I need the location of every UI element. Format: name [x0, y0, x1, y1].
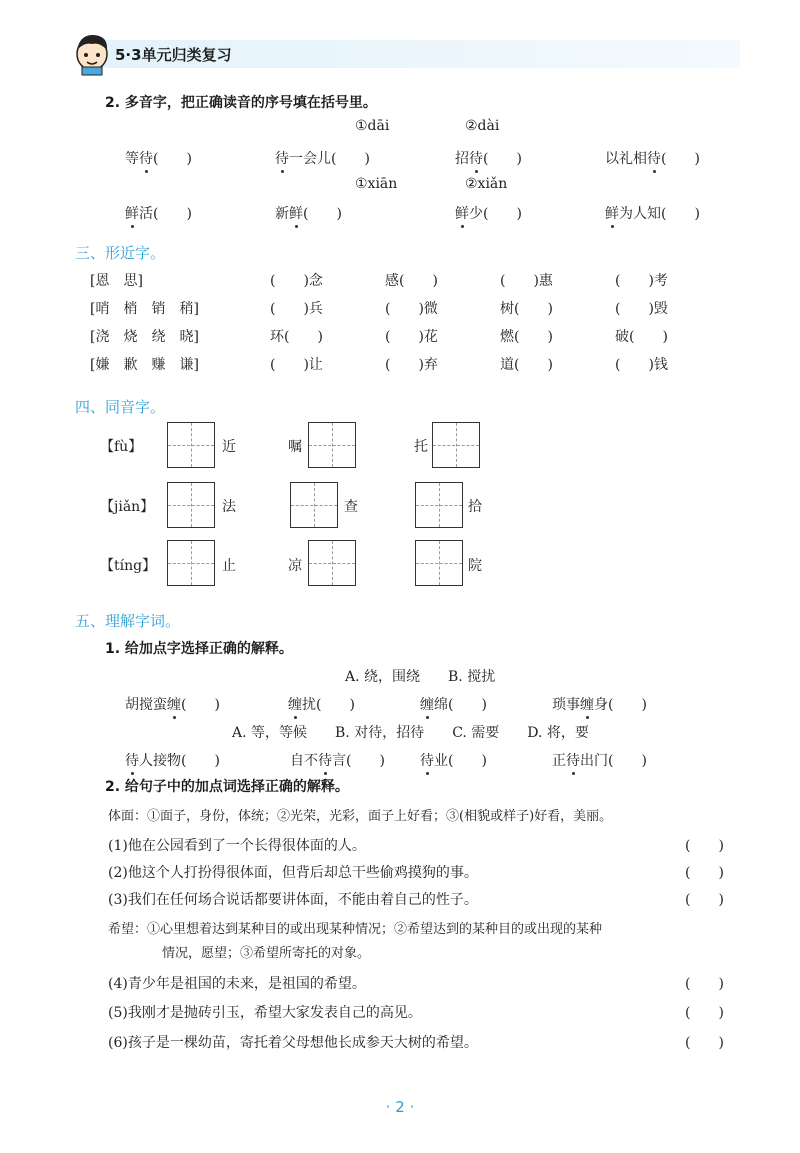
answer-blank[interactable]: ( )	[316, 697, 355, 713]
char-before: 嘱	[288, 439, 302, 455]
sentence-3: (3)我们在任何场合说话都要讲体面，不能由着自己的性子。	[108, 892, 478, 908]
char-after: 院	[468, 558, 482, 574]
polyphone-item: 招待( )	[455, 148, 522, 168]
writing-box[interactable]	[415, 482, 463, 528]
polyphone-item: 鲜少( )	[455, 203, 522, 223]
char-after: 法	[222, 499, 236, 515]
char-before: 凉	[288, 558, 302, 574]
reading-dai4: ②dài	[465, 118, 500, 134]
answer-blank[interactable]: ( )	[685, 892, 724, 908]
sentence-4: (4)青少年是祖国的未来，是祖国的希望。	[108, 976, 366, 992]
fill-item[interactable]: ( )弃	[385, 357, 438, 373]
char-group: [哨 梢 销 稍]	[90, 301, 199, 317]
definition-xiwang: 希望：①心里想着达到某种目的或出现某种情况；②希望达到的某种目的或出现的某种	[108, 922, 603, 937]
fill-item[interactable]: ( )考	[615, 273, 668, 289]
definition-timian: 体面：①面子，身份，体统；②光荣，光彩，面子上好看；③(相貌或样子)好看，美丽。	[108, 809, 613, 824]
answer-blank[interactable]: ( )	[483, 206, 522, 222]
fill-item[interactable]: ( )微	[385, 301, 438, 317]
char-after: 近	[222, 439, 236, 455]
polyphone-item: 待一会儿( )	[275, 148, 370, 168]
section3-title: 三、形近字。	[75, 244, 166, 262]
answer-blank[interactable]: ( )	[608, 697, 647, 713]
fill-item[interactable]: ( )让	[270, 357, 323, 373]
boy-mascot-icon	[70, 28, 114, 76]
fill-item[interactable]: 感( )	[385, 273, 438, 289]
answer-blank[interactable]: ( )	[661, 151, 700, 167]
answer-blank[interactable]: ( )	[303, 206, 342, 222]
answer-blank[interactable]: ( )	[685, 838, 724, 854]
char-after: 查	[344, 499, 358, 515]
char-group: [嫌 歉 赚 谦]	[90, 357, 199, 373]
fill-item[interactable]: ( )念	[270, 273, 323, 289]
char-group: [恩 思]	[90, 273, 143, 289]
reading-xian1: ①xiān	[355, 176, 398, 192]
options-line: A. 绕，围绕 B. 搅扰	[345, 669, 496, 685]
fill-item[interactable]: 燃( )	[500, 329, 553, 345]
meaning-item: 胡搅蛮缠( )	[125, 694, 220, 714]
answer-blank[interactable]: ( )	[608, 753, 647, 769]
char-before: 托	[414, 439, 428, 455]
meaning-item: 待人接物( )	[125, 750, 220, 770]
fill-item[interactable]: ( )花	[385, 329, 438, 345]
reading-xian3: ②xiǎn	[465, 176, 508, 192]
meaning-item: 正待出门( )	[552, 750, 647, 770]
char-group: [浇 烧 绕 晓]	[90, 329, 199, 345]
polyphone-item: 等待( )	[125, 148, 192, 168]
writing-box[interactable]	[167, 422, 215, 468]
fill-item[interactable]: 树( )	[500, 301, 553, 317]
sentence-2: (2)他这个人打扮得很体面，但背后却总干些偷鸡摸狗的事。	[108, 865, 478, 881]
writing-box[interactable]	[415, 540, 463, 586]
section5-title: 五、理解字词。	[75, 612, 181, 630]
answer-blank[interactable]: ( )	[685, 1035, 724, 1051]
meaning-item: 待业( )	[420, 750, 487, 770]
answer-blank[interactable]: ( )	[346, 753, 385, 769]
writing-box[interactable]	[290, 482, 338, 528]
answer-blank[interactable]: ( )	[331, 151, 370, 167]
polyphone-item: 以礼相待( )	[605, 148, 700, 168]
answer-blank[interactable]: ( )	[483, 151, 522, 167]
meaning-item: 缠扰( )	[288, 694, 355, 714]
char-after: 止	[222, 558, 236, 574]
section4-title: 四、同音字。	[75, 398, 166, 416]
header-title: 5·3单元归类复习	[115, 46, 232, 64]
polyphone-item: 鲜为人知( )	[605, 203, 700, 223]
reading-dai1: ①dāi	[355, 118, 390, 134]
writing-box[interactable]	[167, 540, 215, 586]
sentence-6: (6)孩子是一棵幼苗，寄托着父母想他长成参天大树的希望。	[108, 1035, 478, 1051]
answer-blank[interactable]: ( )	[153, 206, 192, 222]
meaning-item: 琐事缠身( )	[552, 694, 647, 714]
fill-item[interactable]: 破( )	[615, 329, 668, 345]
pinyin-ting: 【tíng】	[100, 558, 157, 574]
page-number: · 2 ·	[385, 1098, 415, 1116]
writing-box[interactable]	[308, 540, 356, 586]
definition-xiwang-cont: 情况，愿望；③希望所寄托的对象。	[162, 946, 371, 961]
char-after: 拾	[468, 499, 482, 515]
pinyin-jian: 【jiǎn】	[100, 499, 155, 515]
fill-item[interactable]: ( )钱	[615, 357, 668, 373]
answer-blank[interactable]: ( )	[685, 1005, 724, 1021]
s5-q2-title: 2. 给句子中的加点词选择正确的解释。	[105, 779, 349, 795]
polyphone-item: 鲜活( )	[125, 203, 192, 223]
polyphone-item: 新鲜( )	[275, 203, 342, 223]
s5-q1-title: 1. 给加点字选择正确的解释。	[105, 641, 293, 657]
answer-blank[interactable]: ( )	[153, 151, 192, 167]
fill-item[interactable]: 道( )	[500, 357, 553, 373]
writing-box[interactable]	[167, 482, 215, 528]
sentence-1: (1)他在公园看到了一个长得很体面的人。	[108, 838, 366, 854]
options-line: A. 等，等候 B. 对待，招待 C. 需要 D. 将，要	[232, 725, 589, 741]
fill-item[interactable]: 环( )	[270, 329, 323, 345]
fill-item[interactable]: ( )惠	[500, 273, 553, 289]
answer-blank[interactable]: ( )	[685, 976, 724, 992]
answer-blank[interactable]: ( )	[448, 753, 487, 769]
answer-blank[interactable]: ( )	[181, 697, 220, 713]
meaning-item: 自不待言( )	[290, 750, 385, 770]
writing-box[interactable]	[308, 422, 356, 468]
meaning-item: 缠绵( )	[420, 694, 487, 714]
pinyin-fu: 【fù】	[100, 439, 143, 455]
sentence-5: (5)我刚才是抛砖引玉，希望大家发表自己的高见。	[108, 1005, 422, 1021]
answer-blank[interactable]: ( )	[685, 865, 724, 881]
answer-blank[interactable]: ( )	[181, 753, 220, 769]
fill-item[interactable]: ( )兵	[270, 301, 323, 317]
answer-blank[interactable]: ( )	[448, 697, 487, 713]
answer-blank[interactable]: ( )	[661, 206, 700, 222]
writing-box[interactable]	[432, 422, 480, 468]
q2-title: 2. 多音字，把正确读音的序号填在括号里。	[105, 95, 377, 111]
fill-item[interactable]: ( )毁	[615, 301, 668, 317]
